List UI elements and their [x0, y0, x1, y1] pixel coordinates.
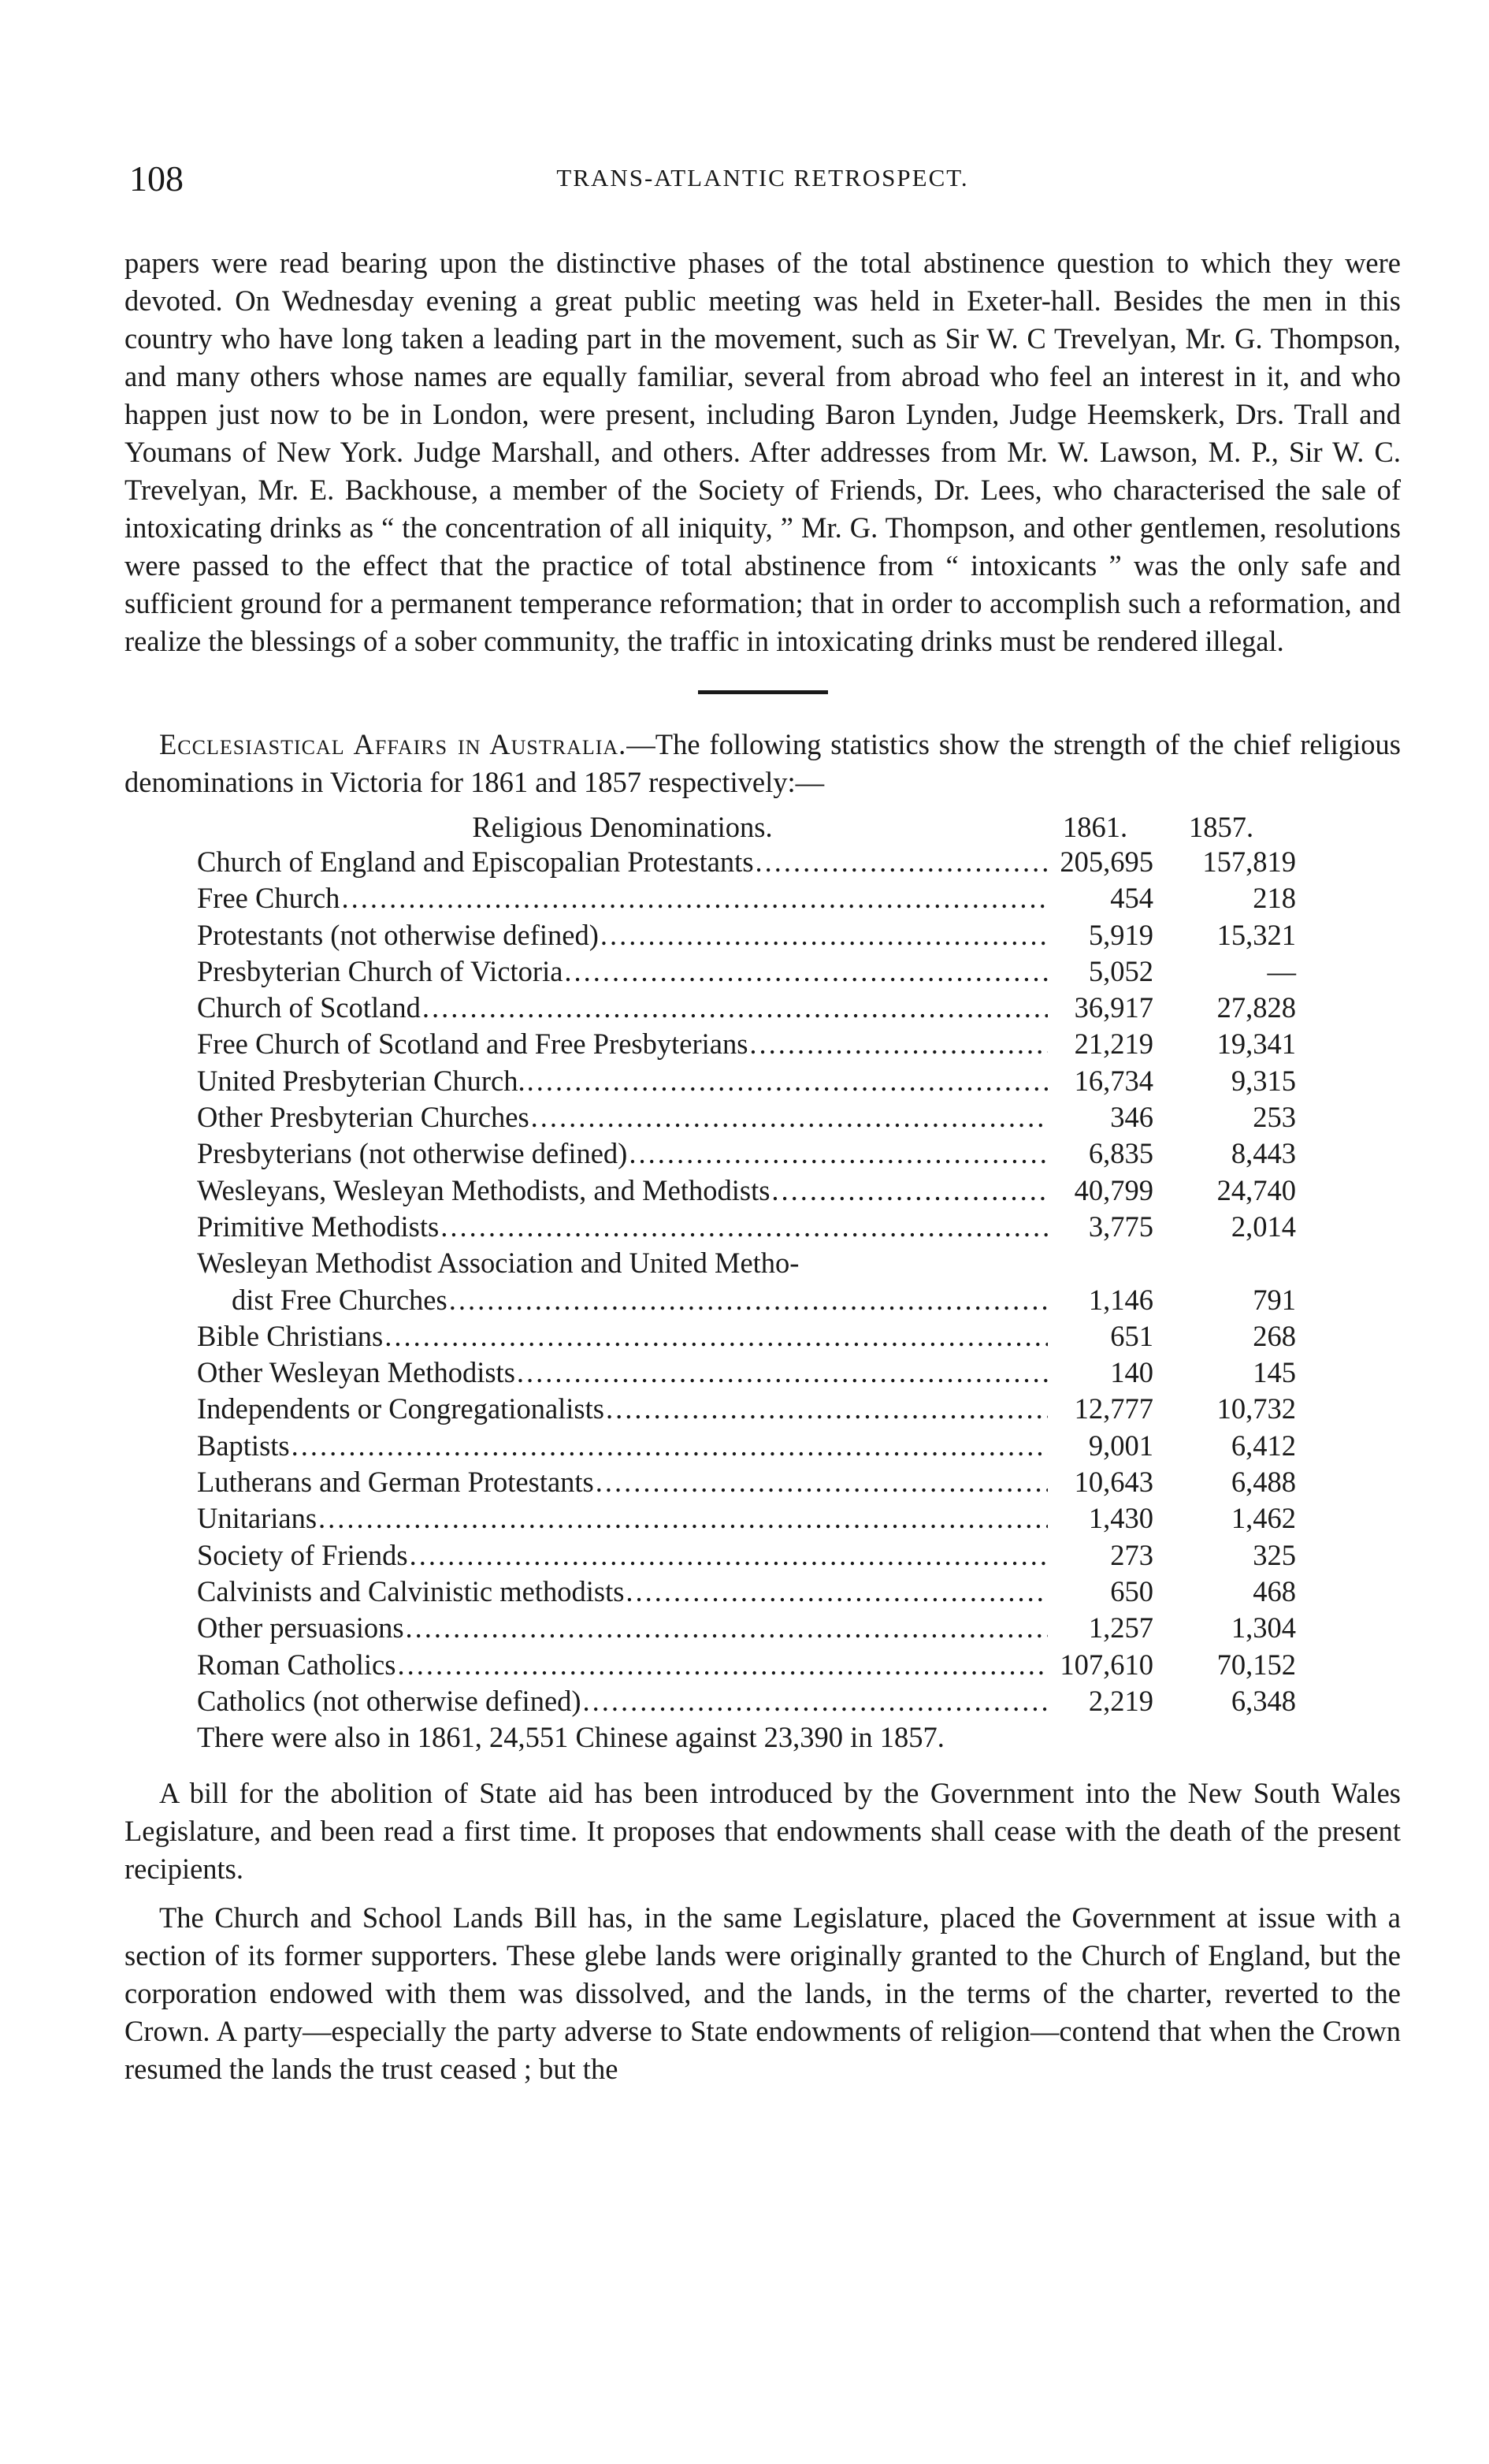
- denomination-name: [197, 1355, 1048, 1391]
- denomination-label: Wesleyan Methodist Association and United Metho-: [197, 1247, 800, 1280]
- value-1857: 9,315: [1231, 1064, 1296, 1097]
- value-1857: 325: [1253, 1538, 1296, 1571]
- value-1861: 5,052: [1088, 954, 1153, 987]
- value-1857: 1,462: [1231, 1502, 1296, 1535]
- denomination-name: [197, 1391, 1048, 1427]
- value-1857: 268: [1253, 1319, 1296, 1352]
- value-1861: 650: [1110, 1574, 1153, 1607]
- denomination-label: Bible Christians: [197, 1319, 384, 1352]
- value-1857: 10,732: [1216, 1392, 1296, 1425]
- running-title: TRANS-ATLANTIC RETROSPECT.: [556, 164, 969, 191]
- dot-leader: [397, 1647, 1048, 1683]
- table-row: [197, 844, 1379, 880]
- value-1857: 253: [1253, 1101, 1296, 1134]
- denomination-label: Church of England and Episcopalian Protestants: [197, 845, 754, 878]
- denomination-label: Presbyterians (not otherwise defined): [197, 1137, 628, 1170]
- value-1857: 468: [1253, 1574, 1296, 1607]
- table-row: [197, 1099, 1379, 1135]
- value-1857: 791: [1253, 1283, 1296, 1316]
- section-divider: [698, 690, 828, 694]
- value-1861: 9,001: [1088, 1429, 1153, 1462]
- denomination-label: Other Wesleyan Methodists: [197, 1356, 515, 1389]
- denomination-label: Unitarians: [197, 1502, 317, 1535]
- table-header-1857: 1857.: [1188, 811, 1254, 843]
- denomination-name: [197, 917, 1048, 953]
- dot-leader: [749, 1026, 1048, 1062]
- value-1857: 24,740: [1216, 1173, 1296, 1206]
- table-row: [197, 1537, 1379, 1574]
- table-header: [197, 805, 1379, 844]
- church-lands-paragraph: The Church and School Lands Bill has, in the same Legislature, placed the Government at issue with a section of its former supporters. These glebe lands were originally granted to the Church of England, but the corporation endowed with them was dissolved, and the lands, in the terms of the charter, reverted to the Crown. A party—especially the party adverse to State endowments of religion—contend that when the Crown resumed the lands the trust ceased ; but the: [124, 1901, 1401, 2086]
- value-1861: 1,257: [1088, 1611, 1153, 1645]
- dot-leader: [291, 1428, 1048, 1464]
- denomination-label: Presbyterian Church of Victoria: [197, 954, 563, 987]
- state-aid-paragraph: A bill for the abolition of State aid has been introduced by the Government into the New South Wales Legislature, and been read a first time. It proposes that endowments shall cease with the death of the present recipients.: [124, 1777, 1401, 1886]
- value-1861: 36,917: [1074, 991, 1153, 1024]
- dot-leader: [384, 1318, 1048, 1355]
- denomination-label: Free Church: [197, 882, 340, 915]
- denomination-label: Primitive Methodists: [197, 1210, 440, 1243]
- table-header-1861: 1861.: [1062, 811, 1128, 843]
- value-1861: 5,919: [1088, 918, 1153, 951]
- value-1857: 19,341: [1216, 1028, 1296, 1061]
- denomination-name: [197, 1245, 1048, 1281]
- denomination-name: [197, 953, 1048, 990]
- dot-leader: [406, 1610, 1048, 1646]
- value-1857: 157,819: [1202, 845, 1296, 878]
- denomination-name: [197, 1647, 1048, 1683]
- value-1861: 10,643: [1074, 1466, 1153, 1499]
- value-1857: 15,321: [1216, 918, 1296, 951]
- denomination-name: [197, 1574, 1048, 1610]
- table-body: [197, 844, 1379, 1719]
- denomination-name: [197, 1610, 1048, 1646]
- denomination-name: [197, 1099, 1048, 1135]
- table-row: [197, 1318, 1379, 1355]
- denomination-label: Calvinists and Calvinistic methodists: [197, 1574, 625, 1607]
- dot-leader: [629, 1135, 1048, 1172]
- denomination-name: [197, 1683, 1048, 1719]
- denomination-label: Baptists: [197, 1429, 290, 1462]
- dot-leader: [517, 1355, 1048, 1391]
- denomination-label: Catholics (not otherwise defined): [197, 1684, 581, 1717]
- value-1857: 1,304: [1231, 1611, 1296, 1645]
- value-1857: 70,152: [1216, 1648, 1296, 1681]
- value-1857: 6,412: [1231, 1429, 1296, 1462]
- value-1861: 16,734: [1074, 1064, 1153, 1097]
- denomination-label: Church of Scotland: [197, 991, 421, 1024]
- table-note: There were also in 1861, 24,551 Chinese against 23,390 in 1857.: [197, 1721, 945, 1754]
- denomination-label: Society of Friends: [197, 1538, 408, 1571]
- value-1861: 40,799: [1074, 1173, 1153, 1206]
- value-1861: 12,777: [1074, 1392, 1153, 1425]
- dot-leader: [564, 953, 1048, 990]
- table-header-name: Religious Denominations.: [472, 811, 773, 843]
- table-row: [197, 917, 1379, 953]
- value-1857: 145: [1253, 1356, 1296, 1389]
- value-1857: 27,828: [1216, 991, 1296, 1024]
- value-1861: 2,219: [1088, 1684, 1153, 1717]
- table-row: [197, 1428, 1379, 1464]
- table-row: [197, 1500, 1379, 1537]
- dot-leader: [800, 1245, 1048, 1281]
- dot-leader: [449, 1282, 1048, 1318]
- dot-leader: [422, 990, 1048, 1026]
- value-1861: 107,610: [1060, 1648, 1153, 1681]
- table-row: [197, 1391, 1379, 1427]
- dot-leader: [440, 1209, 1048, 1245]
- value-1861: 346: [1110, 1101, 1153, 1134]
- denomination-name: [197, 1428, 1048, 1464]
- denomination-label: Other Presbyterian Churches: [197, 1101, 529, 1134]
- dot-leader: [771, 1173, 1048, 1209]
- denomination-name: [197, 1026, 1048, 1062]
- value-1857: 6,488: [1231, 1466, 1296, 1499]
- dot-leader: [531, 1099, 1048, 1135]
- table-row: [197, 1647, 1379, 1683]
- value-1861: 454: [1110, 882, 1153, 915]
- denomination-name: [197, 1173, 1048, 1209]
- book-page: [124, 158, 1401, 2088]
- value-1857: 2,014: [1231, 1210, 1296, 1243]
- denomination-name: [197, 844, 1048, 880]
- dot-leader: [600, 917, 1048, 953]
- table-row: [197, 1135, 1379, 1172]
- value-1857: 218: [1253, 882, 1296, 915]
- denomination-label: Protestants (not otherwise defined): [197, 918, 599, 951]
- table-row: [197, 880, 1379, 916]
- denomination-label: Roman Catholics: [197, 1648, 396, 1681]
- denominations-table: [197, 805, 1379, 1756]
- denomination-name: [197, 1282, 1048, 1318]
- denomination-name: [197, 880, 1048, 916]
- denomination-label: dist Free Churches: [232, 1283, 447, 1316]
- denomination-name: [197, 990, 1048, 1026]
- value-1861: 6,835: [1088, 1137, 1153, 1170]
- dot-leader: [527, 1063, 1048, 1099]
- denomination-label: Other persuasions: [197, 1611, 404, 1645]
- dot-leader: [606, 1391, 1048, 1427]
- value-1861: 273: [1110, 1538, 1153, 1571]
- table-row: [197, 1063, 1379, 1099]
- denomination-name: [197, 1464, 1048, 1500]
- value-1857: 8,443: [1231, 1137, 1296, 1170]
- denomination-name: [197, 1135, 1048, 1172]
- page-number: 108: [129, 158, 184, 199]
- value-1861: 1,146: [1088, 1283, 1153, 1316]
- value-1861: 21,219: [1074, 1028, 1153, 1061]
- denomination-label: Wesleyans, Wesleyan Methodists, and Methodists: [197, 1173, 770, 1206]
- dot-leader: [596, 1464, 1048, 1500]
- dot-leader: [318, 1500, 1048, 1537]
- table-row: [197, 1026, 1379, 1062]
- denomination-name: [197, 1537, 1048, 1574]
- denomination-label: Lutherans and German Protestants: [197, 1466, 594, 1499]
- denomination-label: Independents or Congregationalists: [197, 1392, 604, 1425]
- value-1857: 6,348: [1231, 1684, 1296, 1717]
- denomination-label: Free Church of Scotland and Free Presbyterians: [197, 1028, 748, 1061]
- value-1857: —: [1267, 954, 1296, 987]
- table-row: [197, 1245, 1379, 1281]
- table-row: [197, 1355, 1379, 1391]
- table-row: [197, 953, 1379, 990]
- denomination-name: [197, 1318, 1048, 1355]
- value-1861: 1,430: [1088, 1502, 1153, 1535]
- dot-leader: [756, 844, 1048, 880]
- dot-leader: [410, 1537, 1048, 1574]
- value-1861: 205,695: [1060, 845, 1153, 878]
- dot-leader: [341, 880, 1048, 916]
- value-1861: 140: [1110, 1356, 1153, 1389]
- table-row: [197, 1610, 1379, 1646]
- table-row: [197, 1683, 1379, 1719]
- running-head: [124, 158, 1401, 213]
- temperance-paragraph: papers were read bearing upon the distinctive phases of the total abstinence question to which they were devoted. On Wednesday evening a great public meeting was held in Exeter-hall. Besides the men in this country who have long taken a leading part in the movement, such as Sir W. C Trevelyan, Mr. G. Thompson, and many others whose names are equally familiar, several from abroad who feel an interest in it, and who happen just now to be in London, were present, including Baron Lynden, Judge Heemskerk, Drs. Trall and Youmans of New York. Judge Marshall, and others. After addresses from Mr. W. Lawson, M. P., Sir W. C. Trevelyan, Mr. E. Backhouse, a member of the Society of Friends, Dr. Lees, who characterised the sale of intoxicating drinks as “ the concentration of all iniquity, ” Mr. G. Thompson, and other gentlemen, resolutions were passed to the effect that the practice of total abstinence from “ intoxicants ” was the only safe and sufficient ground for a permanent temperance reformation; that in order to accomplish such a reformation, and realize the blessings of a sober community, the traffic in intoxicating drinks must be rendered illegal.: [124, 247, 1401, 657]
- value-1861: 651: [1110, 1319, 1153, 1352]
- dot-leader: [626, 1574, 1048, 1610]
- section-intro-paragraph: [124, 726, 1401, 801]
- table-row: [197, 1464, 1379, 1500]
- denomination-name: [197, 1209, 1048, 1245]
- value-1861: 3,775: [1088, 1210, 1153, 1243]
- section-intro-text: —The following statistics show the strength of the chief religious denominations in Victoria for 1861 and 1857 respectively:—: [124, 728, 1401, 798]
- table-row: [197, 1173, 1379, 1209]
- table-row: [197, 1282, 1379, 1318]
- table-row: [197, 1574, 1379, 1610]
- table-row: [197, 990, 1379, 1026]
- section-title: Ecclesiastical Affairs in Australia.: [159, 728, 627, 760]
- denomination-name: [197, 1063, 1048, 1099]
- table-row: [197, 1209, 1379, 1245]
- denomination-name: [197, 1500, 1048, 1537]
- denomination-label: United Presbyterian Church.: [197, 1064, 525, 1097]
- dot-leader: [583, 1683, 1048, 1719]
